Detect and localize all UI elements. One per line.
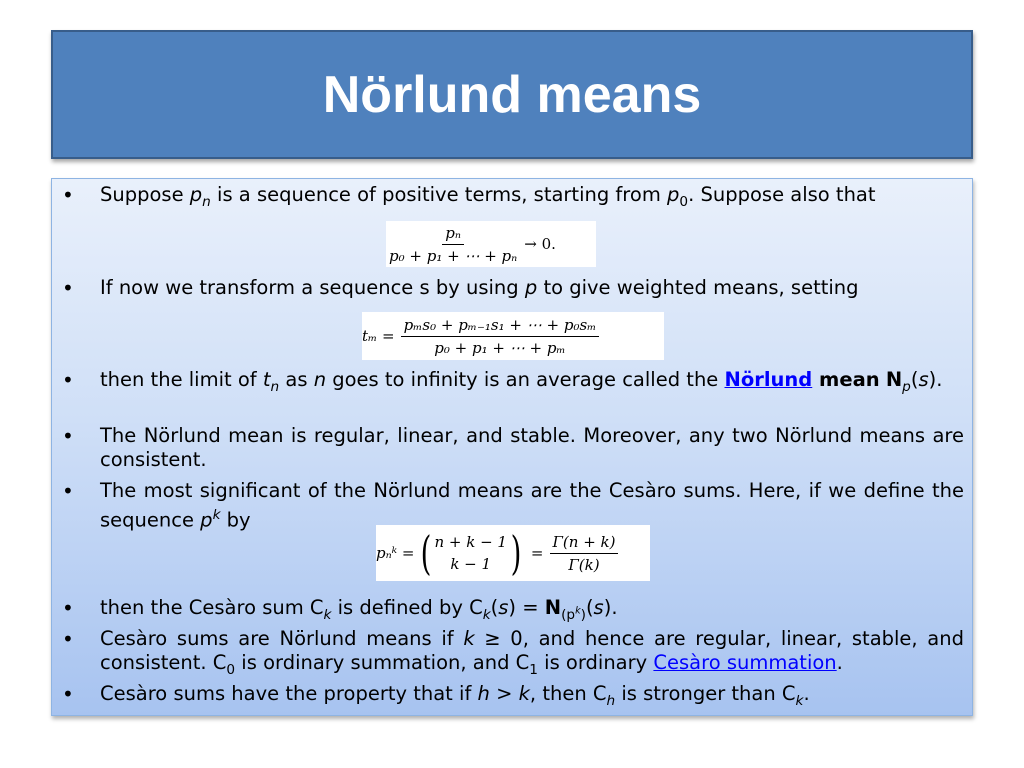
- formula-weighted-mean: tₘ = $\frac{\text{pₘs₀ + pₘ₋₁s₁ + ⋯ + p₀sₘ}}{\text{p₀ + p₁ + ⋯ + pₘ}}$: [362, 312, 664, 360]
- formula-ratio: $\frac{\text{pₙ}}{\text{p₀ + p₁ + ⋯ + pₙ}}$ → 0.: [386, 221, 596, 267]
- bullet-marker: •: [62, 368, 74, 392]
- bullet-6: then the Cesàro sum $C_k$ is defined by $C_k(s) = N_{(p^k)}(s)$.: [100, 596, 618, 623]
- cesaro-summation-link[interactable]: Cesàro summation: [653, 651, 837, 674]
- bullet-marker: •: [62, 183, 74, 207]
- bullet-marker: •: [62, 627, 74, 651]
- bullet-marker: •: [62, 424, 74, 448]
- bullet-marker: •: [62, 682, 74, 706]
- slide-title: Nörlund means: [322, 65, 702, 124]
- content-box: [51, 178, 973, 716]
- bullet-3: then the limit of $t_n$ as n goes to infinity is an average called the Nörlund mean $N_p(s)$.: [100, 368, 943, 395]
- bullet-2: If now we transform a sequence s by using p to give weighted means, setting: [100, 276, 859, 299]
- formula-cesaro-sequence: pₙᵏ = ( n + k − 1 k − 1 ) = $\frac{\Gamma(n + k)}{\Gamma(k)}$: [376, 525, 650, 581]
- bullet-7: Cesàro sums are Nörlund means if k ≥ 0, and hence are regular, linear, stable, and consistent. $C_0$ is ordinary summation, and $C_1$ is ordinary Cesàro summation.: [100, 627, 964, 678]
- title-box: [51, 30, 973, 159]
- bullet-8: Cesàro sums have the property that if h > k, then $C_h$ is stronger than $C_k$.: [100, 682, 810, 709]
- bullet-5: The most significant of the Nörlund means are the Cesàro sums. Here, if we define the sequence $p^k$ by: [100, 479, 964, 532]
- bullet-1: Suppose $p_n$ is a sequence of positive terms, starting from $p_0$. Suppose also that: [100, 183, 876, 210]
- bullet-marker: •: [62, 596, 74, 620]
- bullet-marker: •: [62, 479, 74, 503]
- norlund-link[interactable]: Nörlund: [724, 368, 813, 391]
- bullet-marker: •: [62, 276, 74, 300]
- bullet-4: The Nörlund mean is regular, linear, and stable. Moreover, any two Nörlund means are consistent.: [100, 424, 964, 471]
